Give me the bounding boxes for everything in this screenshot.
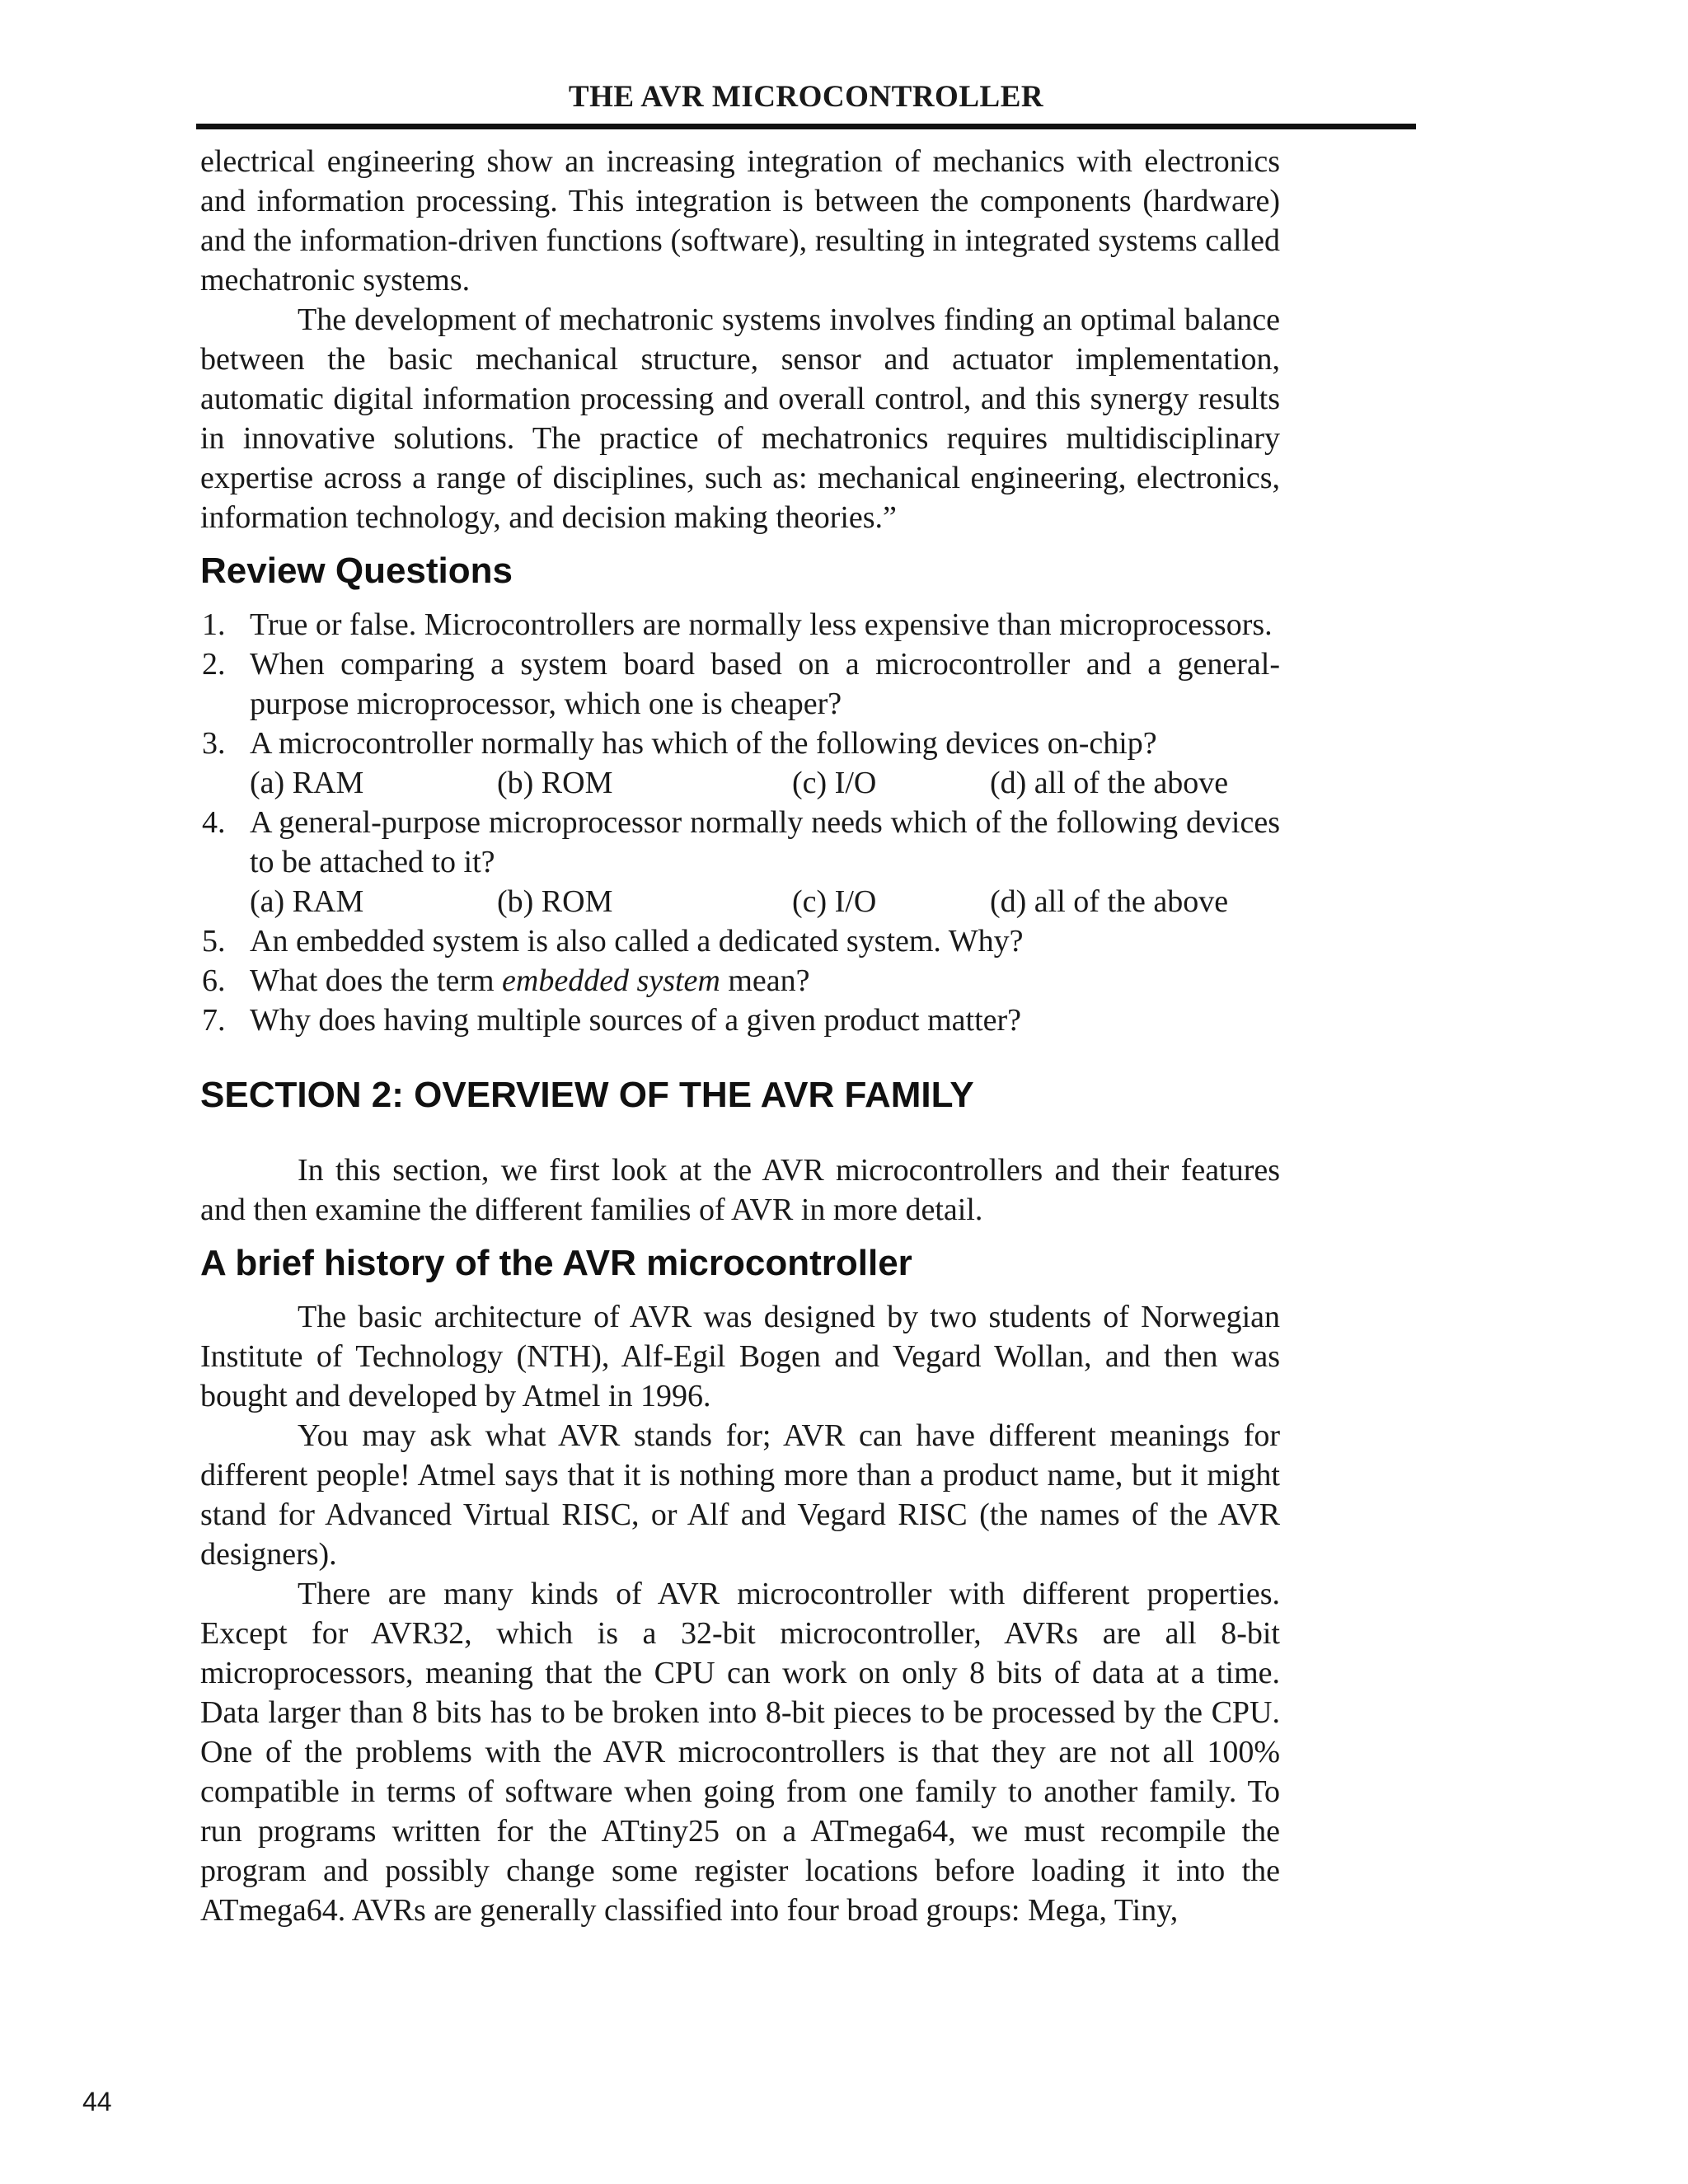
question-text: A general-purpose microprocessor normally needs which of the following devices to be attached to it? [250, 805, 1280, 879]
page-number: 44 [82, 2087, 112, 2116]
running-header: THE AVR MICROCONTROLLER [568, 80, 1044, 114]
page-body [200, 142, 1280, 1930]
question-number: 4. [202, 805, 226, 840]
history-paragraph-1: The basic architecture of AVR was designed by two students of Norwegian Institute of Technology (NTH), Alf-Egil Bogen and Vegard Wollan, and then was bought and developed by Atmel in 1996. [200, 1300, 1280, 1413]
option-a: (a) RAM [250, 766, 364, 800]
answer-options [250, 882, 1280, 921]
question-number: 6. [202, 963, 226, 998]
question-number: 7. [202, 1003, 226, 1038]
question-number: 1. [202, 607, 226, 642]
question-number: 5. [202, 924, 226, 958]
header-rule [196, 124, 1416, 129]
answer-options [250, 763, 1280, 803]
question-number: 2. [202, 647, 226, 682]
emphasized-term: embedded system [502, 963, 720, 998]
question-7 [200, 1001, 1280, 1040]
question-text-end: mean? [720, 963, 810, 998]
question-3 [200, 724, 1280, 803]
question-text: An embedded system is also called a dedicated system. Why? [250, 924, 1024, 958]
option-a: (a) RAM [250, 884, 364, 919]
question-2 [200, 644, 1280, 724]
question-text: True or false. Microcontrollers are normally less expensive than microprocessors. [250, 607, 1273, 642]
question-text: When comparing a system board based on a microcontroller and a general-purpose microprocessor, which one is cheaper? [250, 647, 1280, 721]
history-paragraph-2: You may ask what AVR stands for; AVR can have different meanings for different people! Atmel says that it is nothing more than a product name, but it might stand for Advanced Virtual RISC, or Alf and Vegard RISC (the names of the AVR designers). [200, 1418, 1280, 1572]
question-1 [200, 605, 1280, 644]
question-4 [200, 803, 1280, 921]
question-6 [200, 961, 1280, 1001]
review-questions-heading: Review Questions [200, 551, 513, 591]
question-5 [200, 921, 1280, 961]
option-c: (c) I/O [792, 884, 877, 919]
option-d: (d) all of the above [990, 884, 1229, 919]
intro-paragraph-1: electrical engineering show an increasing integration of mechanics with electronics and information processing. This integration is between the components (hardware) and the information-driven functions (software), resulting in integrated systems called mechatronic systems. [200, 144, 1280, 298]
option-b: (b) ROM [497, 884, 613, 919]
review-questions-list [200, 605, 1280, 1040]
question-number: 3. [202, 726, 226, 761]
section-2-intro: In this section, we first look at the AVR microcontrollers and their features and then examine the different families of AVR in more detail. [200, 1153, 1280, 1227]
history-paragraph-3: There are many kinds of AVR microcontroller with different properties. Except for AVR32, which is a 32-bit microcontroller, AVRs are all 8-bit microprocessors, meaning that the CPU can work on only 8 bits of data at a time. Data larger than 8 bits has to be broken into 8-bit pieces to be processed by the CPU. One of the problems with the AVR microcontrollers is that they are not all 100% compatible in terms of software when going from one family to another family. To run programs written for the ATtiny25 on a ATmega64, we must recompile the program and possibly change some register locations before loading it into the ATmega64. AVRs are generally classified into four broad groups: Mega, Tiny, [200, 1577, 1280, 1928]
history-heading: A brief history of the AVR microcontroller [200, 1243, 912, 1283]
option-c: (c) I/O [792, 766, 877, 800]
option-d: (d) all of the above [990, 766, 1229, 800]
section-2-heading: SECTION 2: OVERVIEW OF THE AVR FAMILY [200, 1075, 974, 1115]
option-b: (b) ROM [497, 766, 613, 800]
question-text: A microcontroller normally has which of the following devices on-chip? [250, 726, 1157, 761]
question-text: Why does having multiple sources of a given product matter? [250, 1003, 1022, 1038]
question-text-start: What does the term [250, 963, 503, 998]
intro-paragraph-2: The development of mechatronic systems involves finding an optimal balance between the basic mechanical structure, sensor and actuator implementation, automatic digital information processing and overall control, and this synergy results in innovative solutions. The practice of mechatronics requires multidisciplinary expertise across a range of disciplines, such as: mechanical engineering, electronics, information technology, and decision making theories.” [200, 302, 1280, 535]
